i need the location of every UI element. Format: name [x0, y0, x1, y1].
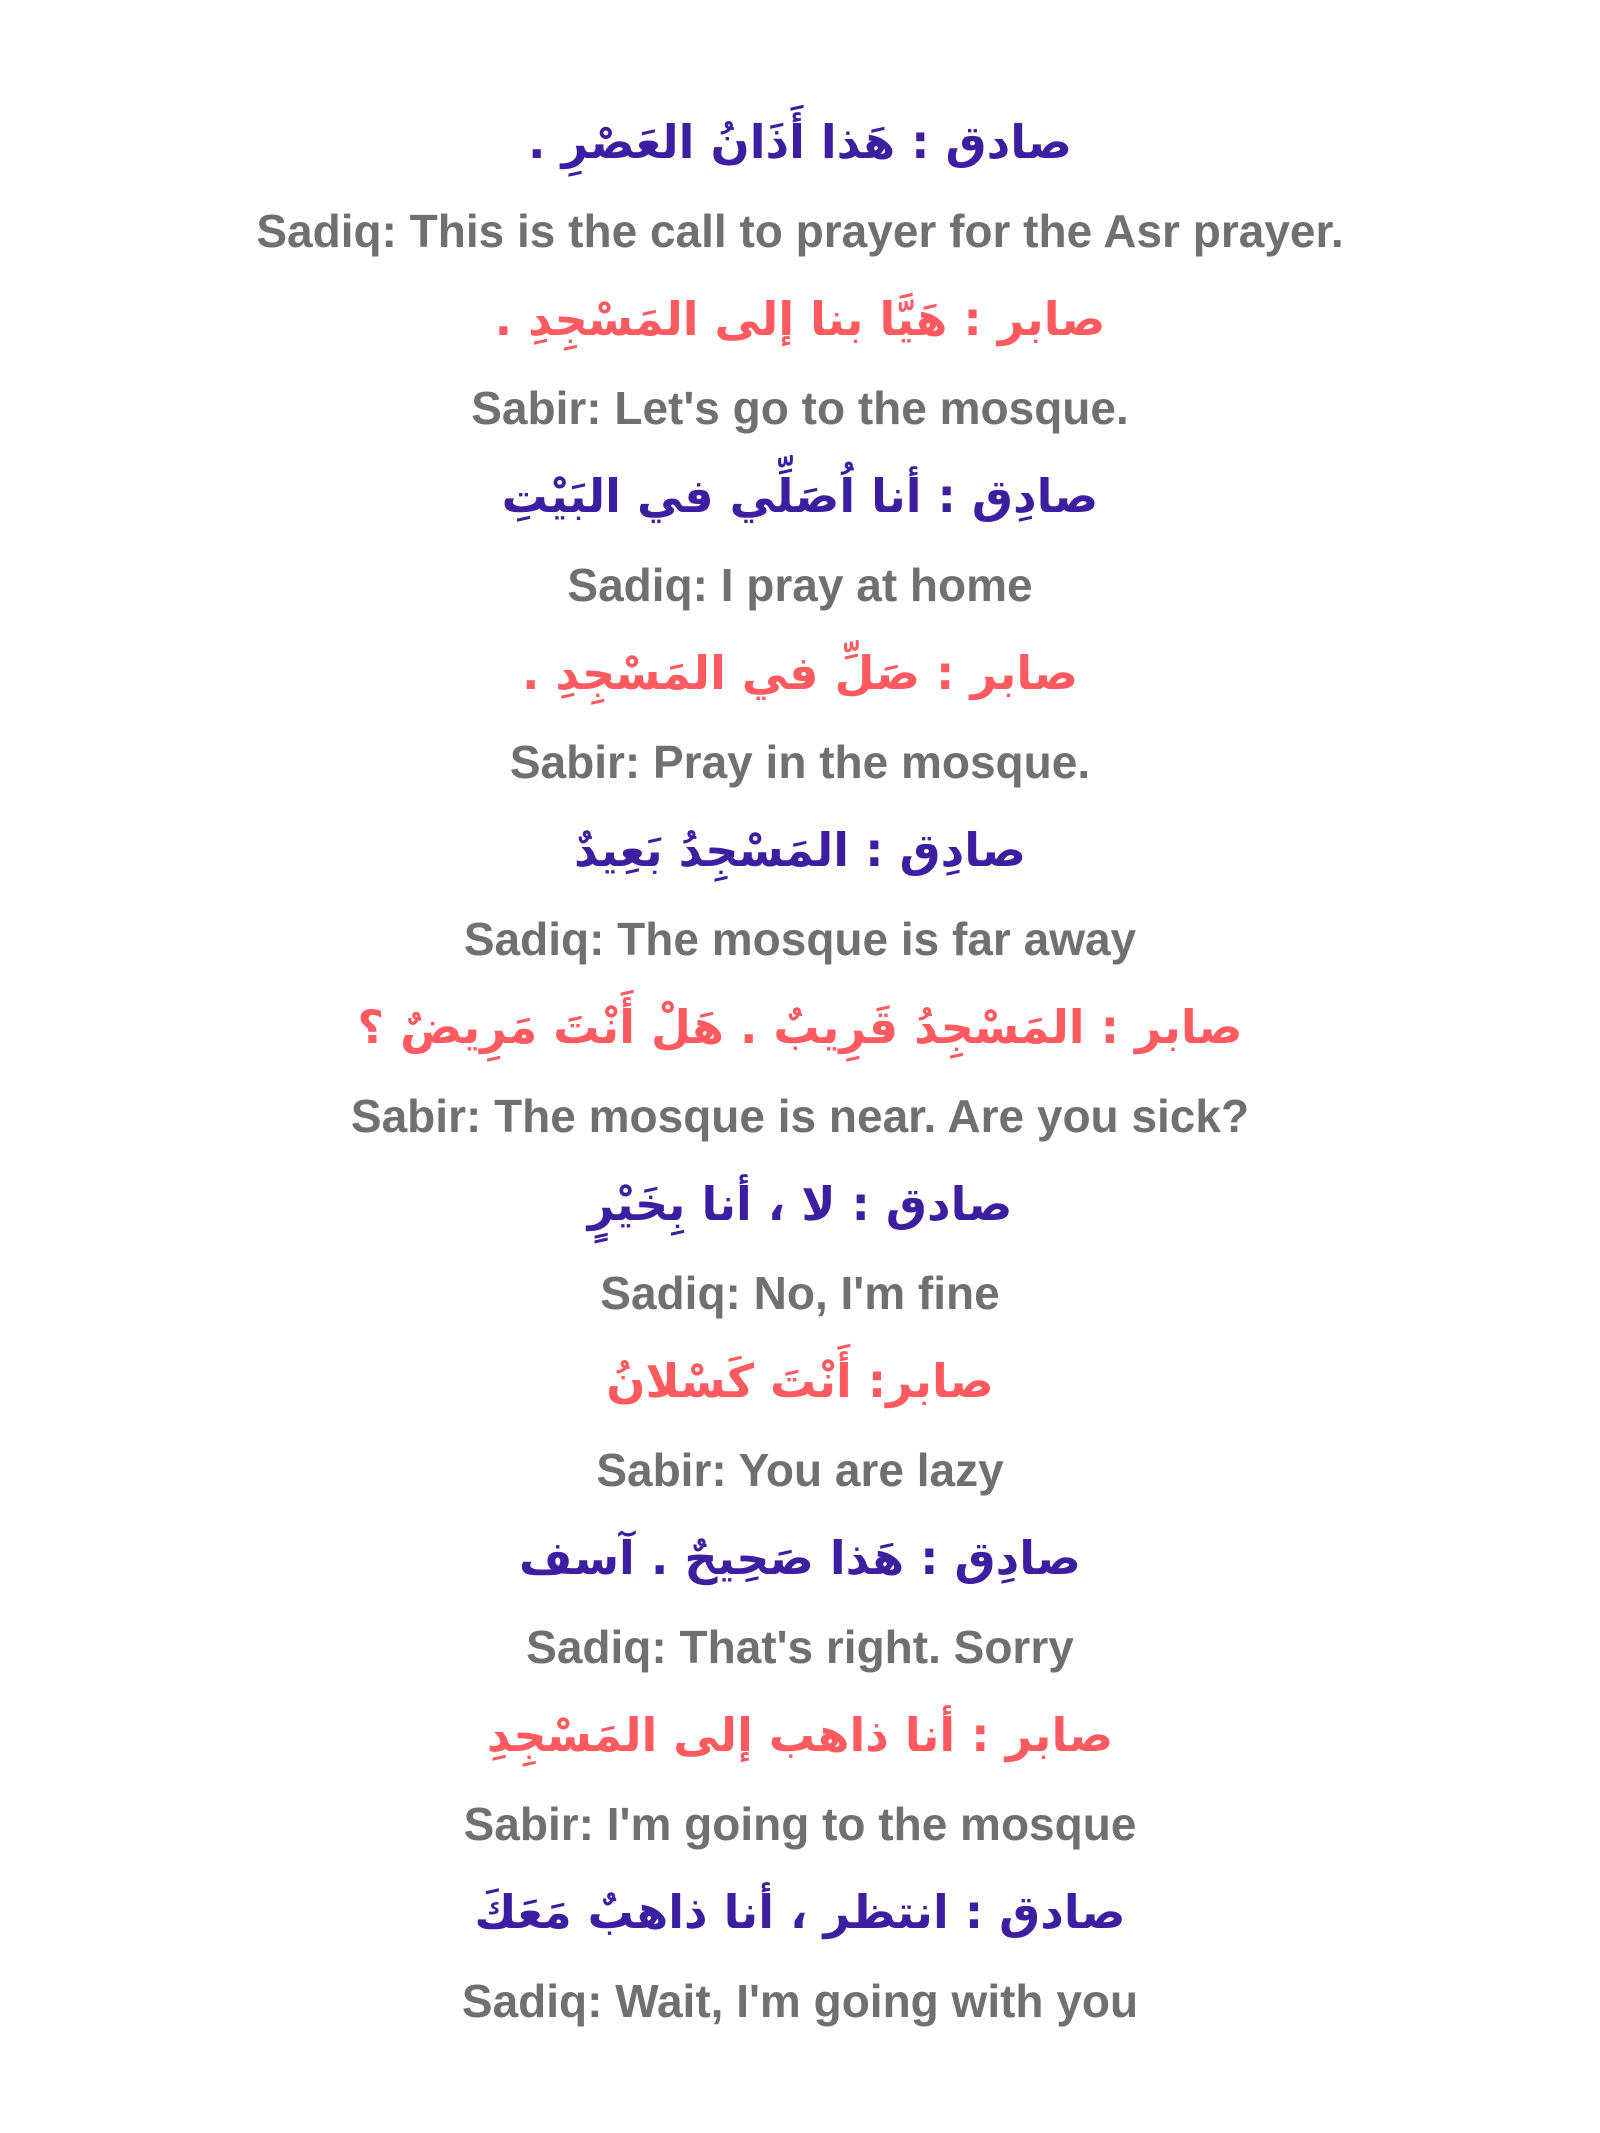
dialogue-line-arabic: صادِق : هَذا صَحِيحٌ . آسف [519, 1531, 1081, 1586]
dialogue-line-english: Sadiq: Wait, I'm going with you [461, 1974, 1139, 2027]
dialogue-line-english: Sabir: Pray in the mosque. [509, 735, 1091, 788]
dialogue-line-arabic: صابر: أَنْتَ كَسْلانُ [606, 1354, 994, 1409]
dialogue-line-arabic: صادق : لا ، أنا بِخَيْرٍ [587, 1177, 1013, 1232]
dialogue-line-english: Sabir: The mosque is near. Are you sick? [350, 1089, 1250, 1142]
dialogue-line-arabic: صادِق : أنا اُصَلِّي في البَيْتِ [501, 469, 1099, 524]
dialogue-line-arabic: صابر : صَلِّ في المَسْجِدِ . [521, 646, 1079, 701]
dialogue-line-english: Sabir: I'm going to the mosque [463, 1797, 1137, 1850]
dialogue-line-english: Sabir: You are lazy [596, 1443, 1004, 1496]
dialogue-line-english: Sadiq: I pray at home [567, 558, 1033, 611]
dialogue-line-arabic: صادِق : المَسْجِدُ بَعِيدٌ [574, 823, 1026, 878]
dialogue-line-arabic: صادق : هَذا أَذَانُ العَصْرِ . [528, 115, 1072, 170]
dialogue-line-arabic: صابر : المَسْجِدُ قَرِيبٌ . هَلْ أَنْتَ مَرِيضٌ ؟ [357, 1000, 1243, 1055]
dialogue-line-english: Sadiq: This is the call to prayer for the Asr prayer. [256, 204, 1344, 257]
dialogue-line-english: Sadiq: No, I'm fine [600, 1266, 1000, 1319]
dialogue-line-english: Sadiq: That's right. Sorry [526, 1620, 1074, 1673]
dialogue-line-english: Sabir: Let's go to the mosque. [471, 381, 1129, 434]
dialogue-line-arabic: صادق : انتظر ، أنا ذاهبٌ مَعَكَ [474, 1885, 1126, 1940]
dialogue-line-arabic: صابر : أنا ذاهب إلى المَسْجِدِ [486, 1708, 1114, 1763]
dialogue-line-english: Sadiq: The mosque is far away [463, 912, 1137, 965]
dialogue-line-arabic: صابر : هَيَّا بنا إلى المَسْجِدِ . [494, 292, 1106, 347]
dialogue-list [0, 98, 1600, 2045]
